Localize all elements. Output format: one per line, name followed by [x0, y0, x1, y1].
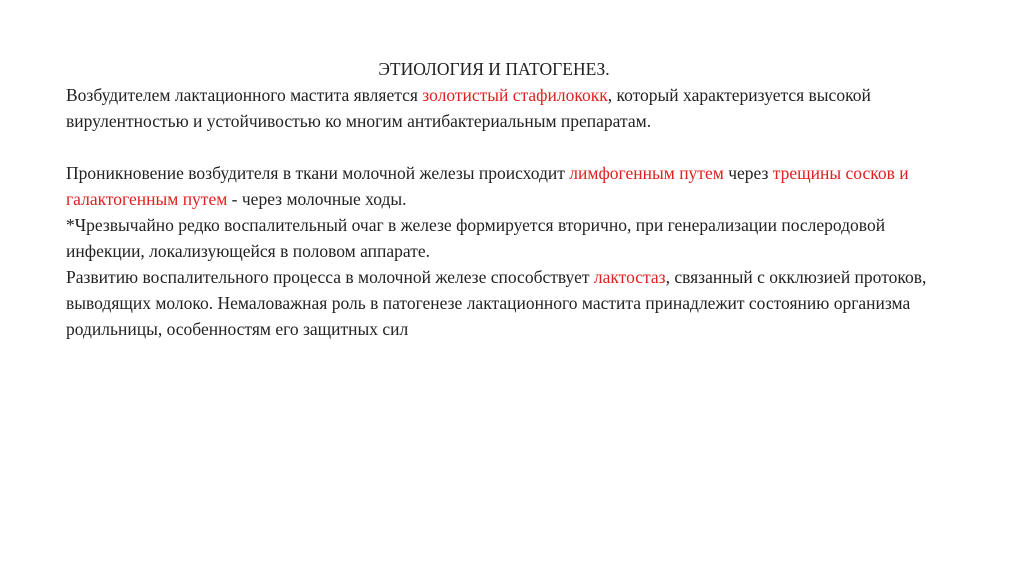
paragraph-secondary-focus	[66, 212, 966, 264]
highlight-staphylococcus: золотистый стафилококк	[422, 85, 608, 105]
paragraph-penetration-text-2: через	[723, 163, 773, 183]
paragraph-secondary-focus-text: *Чрезвычайно редко воспалительный очаг в железе формируется вторично, при генерализации послеродовой инфекции, локализующейся в половом аппарате.	[66, 215, 886, 261]
slide-content	[66, 56, 966, 342]
slide-title: ЭТИОЛОГИЯ И ПАТОГЕНЕЗ.	[378, 59, 610, 79]
highlight-lymphogenic-route: лимфогенным путем	[569, 163, 724, 183]
paragraph-pathogen-text-1: Возбудителем лактационного мастита является	[66, 85, 423, 105]
highlight-lactostasis: лактостаз	[593, 267, 666, 287]
paragraph-penetration-text-1: Проникновение возбудителя в ткани молочной железы происходит	[66, 163, 570, 183]
paragraph-lactostasis	[66, 264, 966, 342]
paragraph-penetration	[66, 160, 966, 212]
paragraph-pathogen	[66, 82, 966, 134]
paragraph-penetration-text-3: - через молочные ходы.	[227, 189, 407, 209]
paragraph-lactostasis-text-2: , связанный с окклюзией протоков, выводящих молоко. Немаловажная роль в патогенезе лактационного мастита принадлежит состоянию организма родильницы, особенностям его защитных сил	[66, 267, 927, 339]
paragraph-pathogen-text-2: , который характеризуется высокой вирулентностью и устойчивостью ко многим антибактериальным препаратам.	[66, 85, 871, 131]
spacer	[66, 134, 966, 160]
paragraph-lactostasis-text-1: Развитию воспалительного процесса в молочной железе способствует	[66, 267, 594, 287]
highlight-galactogenic-route: трещины сосков и галактогенным путем	[66, 163, 909, 209]
